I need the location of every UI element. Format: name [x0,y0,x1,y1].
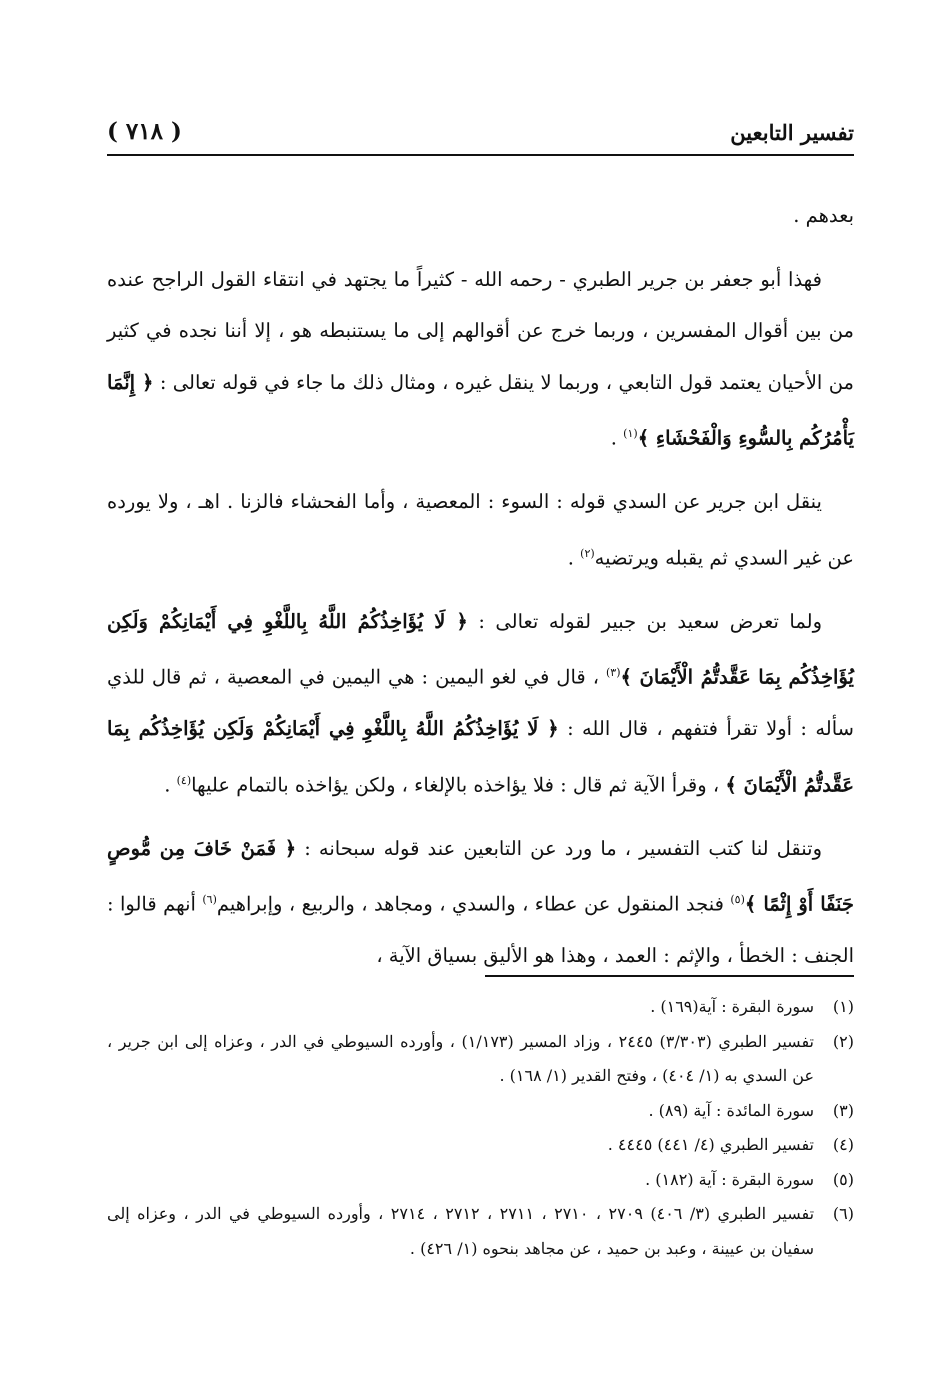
paragraph-2 [107,254,854,465]
paragraph-4 [107,596,854,811]
paragraph-3-end: . [567,546,581,569]
paragraph-4-text-b: ، قال في لغو اليمين : هي اليمين في المعصية ، ثم قال للذي سأله : أولا تقرأ فتفهم ، قال الله : [107,665,855,740]
paragraph-5-text-b: فنجد المنقول عن عطاء ، والسدي ، ومجاهد ، والربيع ، وإبراهيم [216,892,731,916]
quran-verse: ﴿ إِنَّمَا يَأْمُرُكُم بِالسُّوءِ وَالْفَحْشَاءِ ﴾ [107,370,854,450]
footnote-ref[interactable]: (٤) [176,773,192,787]
paragraph-5-text-a: وتنقل لنا كتب التفسير ، ما ورد عن التابعين عند قوله سبحانه : [304,836,822,860]
page-number: ( ٧١٨ ) [107,118,182,145]
paragraph-5-text-c: أنهم قالوا : الجنف : الخطأ ، والإثم : العمد ، وهذا هو الأليق بسياق الآية ، [107,892,854,967]
footnote-text: سورة البقرة : آية (١٨٢) . [645,1169,814,1189]
footnote-text: سورة البقرة : آية(١٦٩) . [650,997,814,1016]
paragraph-1-text: بعدهم . [793,204,854,227]
quran-verse: ﴿ لَا يُؤَاخِذُكُمُ اللَّهُ بِاللَّغْوِ فِي أَيْمَانِكُمْ وَلَكِن يُؤَاخِذُكُم بِمَا عَقَّدتُّمُ الْأَيْمَانَ ﴾ [107,609,854,689]
paragraph-4-end: . [164,773,177,796]
footnote-text: تفسير الطبري (٣/ ٤٠٦) ٢٧٠٩ ، ٢٧١٠ ، ٢٧١١ ، ٢٧١٢ ، ٢٧١٤ ، وأورده السيوطي في الدر ، وعزاه إلى سفيان بن عيينة ، وعبد بن حميد ، عن مجاهد بنحوه (١/ ٤٢٦) . [107,1204,815,1258]
footnote-ref[interactable]: (٣) [605,666,621,679]
quran-verse: ﴿ فَمَنْ خَافَ مِن مُّوصٍ جَنَفًا أَوْ إِثْمًا ﴾ [107,836,854,916]
paragraph-2-text: فهذا أبو جعفر بن جرير الطبري - رحمه الله - كثيراً ما يجتهد في انتقاء القول الراجح عنده من بين أقوال المفسرين ، وربما خرج عن أقوالهم إلى ما يستنبطه هو ، إلا أننا نجده في كثير من الأحيان يعتمد قول التابعي ، وربما لا ينقل غيره ، ومثال ذلك ما جاء في قوله تعالى : [107,267,855,394]
footnote-item [107,1094,854,1129]
running-title: تفسير التابعين [730,120,854,145]
quran-verse: ﴿ لَا يُؤَاخِذُكُمُ اللَّهُ بِاللَّغْوِ فِي أَيْمَانِكُمْ وَلَكِن يُؤَاخِذُكُم بِمَا عَقَّدتُّمُ الْأَيْمَانَ ﴾ [107,717,854,796]
footnote-number: (٣) [832,1100,854,1120]
footnote-number: (١) [832,997,854,1016]
footnote-item [107,1163,854,1198]
paragraph-2-end: . [610,426,624,450]
paragraph-3-text: ينقل ابن جرير عن السدي قوله : السوء : المعصية ، وأما الفحشاء فالزنا . اهـ ، ولا يورده عن غير السدي ثم يقبله ويرتضيه [107,490,854,569]
paragraph-3 [107,476,854,584]
footnote-item [107,1197,854,1266]
footnote-ref[interactable]: (٦) [202,893,217,906]
footnote-divider [485,975,854,977]
paragraph-4-text-c: ، وقرأ الآية ثم قال : فلا يؤاخذه بالإلغاء ، ولكن يؤاخذه بالتمام عليها [191,773,726,796]
paragraph-4-text-a: ولما تعرض سعيد بن جبير لقوله تعالى : [478,609,822,633]
footnote-text: سورة المائدة : آية (٨٩) . [648,1100,814,1120]
footnote-text: تفسير الطبري (٤/ ٤٤١) ٤٤٤٥ . [607,1135,814,1154]
footnote-ref[interactable]: (٢) [580,546,595,560]
footnote-number: (٢) [832,1031,854,1051]
footnote-text: تفسير الطبري (٣/٣٠٣) ٢٤٤٥ ، وزاد المسير (١/١٧٣) ، وأورده السيوطي في الدر ، وعزاه إلى ابن جرير ، عن السدي به (١/ ٤٠٤) ، وفتح القدير (١/ ١٦٨) . [107,1031,814,1085]
footnote-number: (٥) [832,1169,854,1189]
page-header [107,116,854,152]
footnote-item [107,1128,854,1163]
footnotes [107,990,854,1266]
footnote-ref[interactable]: (٥) [730,893,745,906]
footnote-item [107,1025,854,1094]
footnote-item [107,990,854,1025]
footnote-number: (٦) [832,1204,854,1223]
footnote-ref[interactable]: (١) [623,427,638,440]
footnote-number: (٤) [832,1135,854,1154]
paragraph-1 [107,190,854,242]
paragraph-5 [107,823,854,982]
header-divider [107,154,854,156]
main-text [107,190,854,994]
